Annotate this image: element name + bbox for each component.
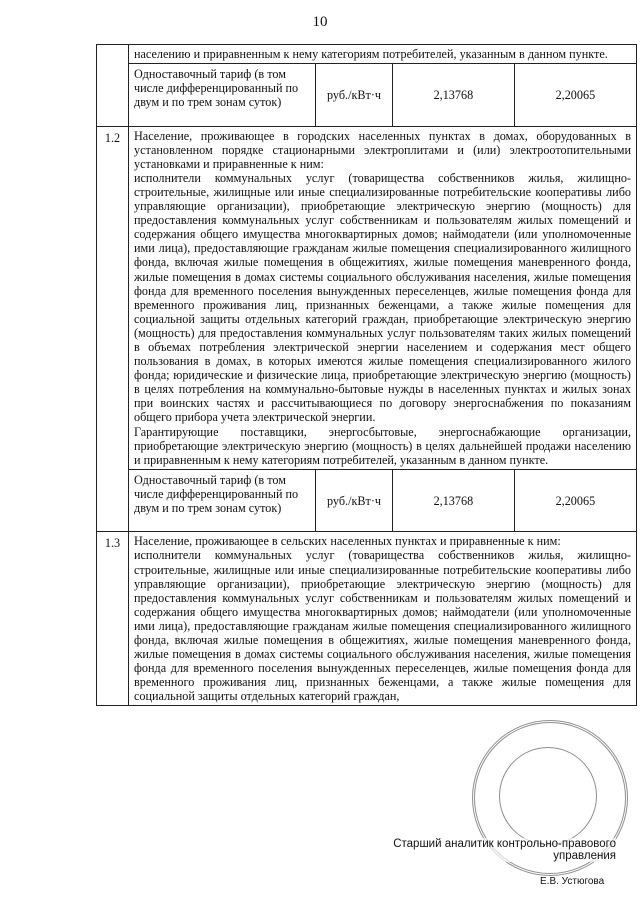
paragraph: исполнители коммунальных услуг (товарищества собственников жилья, жилищно-строительные, жилищные или иные специализированные потребительские кооперативы либо управляющие организации), приобретающие электрическую энергию (мощность) для предоставления коммунальных услуг собственникам и пользователям жилых помещений и содержания общего имущества многоквартирных домов; наймодатели (или уполномоченные ими лица), предоставляющие гражданам жилые помещения специализированного жилищного фонда, включая жилые помещения в общежитиях, жилые помещения маневренного фонда, жилые помещения в домах системы социального обслуживания населения, жилые помещения фонда для временного поселения вынужденных переселенцев, жилые помещения фонда для временного проживания лиц, признанных беженцами, а также жилые помещения для социальной защиты отдельных категорий граждан, приобретающие электрическую энергию (мощность) для предоставления коммунальных услуг пользователям таких жилых помещений в объемах потребления электрической энергии населением и содержания мест общего пользования в домах, в которых имеются жилые помещения специализированного жилого фонда; юридические и физические лица, приобретающие электрическую энергию (мощность) в целях потребления на коммунально-бытовые нужды в населенных пунктах и жилых зонах при воинских частях и рассчитывающиеся по договору энергоснабжения по показаниям общего прибора учета электрической энергии. — [134, 170, 631, 425]
tariff-value-2: 2,20065 — [514, 64, 636, 126]
tariff-value-1: 2,13768 — [393, 469, 515, 531]
signer-name: Е.В. Устюгова — [540, 876, 605, 887]
tariff-unit: руб./кВт·ч — [316, 469, 393, 531]
table-row — [97, 532, 637, 706]
paragraph: Население, проживающее в сельских населенных пунктах и приравненные к ним: — [134, 534, 561, 549]
paragraph: Гарантирующие поставщики, энергосбытовые, энергоснабжающие организации, приобретающие электрическую энергию (мощность) в целях дальнейшей продажи населению и приравненным к нему категориям потребителей, указанным в данном пункте. — [134, 424, 631, 467]
tariff-name: Одноставочный тариф (в том числе дифференцированный по двум и по трем зонам суток) — [129, 469, 316, 531]
tariff-value-1: 2,13768 — [393, 64, 515, 126]
paragraph: исполнители коммунальных услуг (товарищества собственников жилья, жилищно-строительные, жилищные или иные специализированные потребительские кооперативы либо управляющие организации), приобретающие электрическую энергию (мощность) для предоставления коммунальных услуг собственникам и пользователям жилых помещений и содержания общего имущества многоквартирных домов; наймодатели (или уполномоченные ими лица), предоставляющие гражданам жилые помещения специализированного жилищного фонда, включая жилые помещения в общежитиях, жилые помещения маневренного фонда, жилые помещения в домах системы социального обслуживания населения, жилые помещения фонда для временного поселения вынужденных переселенцев, жилые помещения фонда для временного проживания лиц, признанных беженцами, а также жилые помещения для социальной защиты отдельных категорий граждан, — [134, 548, 631, 704]
row-number: 1.3 — [97, 532, 129, 706]
paragraph: Население, проживающее в городских населенных пунктах в домах, оборудованных в установленном порядке стационарными электроплитами и (или) электроотопительными установками и приравненные к ним: — [134, 128, 631, 171]
stamp-inner-ring — [499, 747, 597, 845]
row-number: 1.2 — [97, 126, 129, 532]
tariff-unit: руб./кВт·ч — [316, 64, 393, 126]
tariff-table — [96, 44, 637, 706]
tariff-name: Одноставочный тариф (в том числе дифференцированный по двум и по трем зонам суток) — [129, 64, 316, 126]
stamp-label: Старший аналитик контрольно-правового управления — [388, 838, 616, 862]
table-row — [97, 126, 637, 532]
tariff-value-2: 2,20065 — [514, 469, 636, 531]
row-number — [97, 45, 129, 127]
page-number: 10 — [312, 14, 328, 30]
row-text: населению и приравненным к нему категориям потребителей, указанным в данном пункте. — [134, 47, 608, 61]
tariff-subtable — [129, 469, 636, 532]
table-row — [97, 45, 637, 127]
tariff-subtable — [129, 63, 636, 126]
